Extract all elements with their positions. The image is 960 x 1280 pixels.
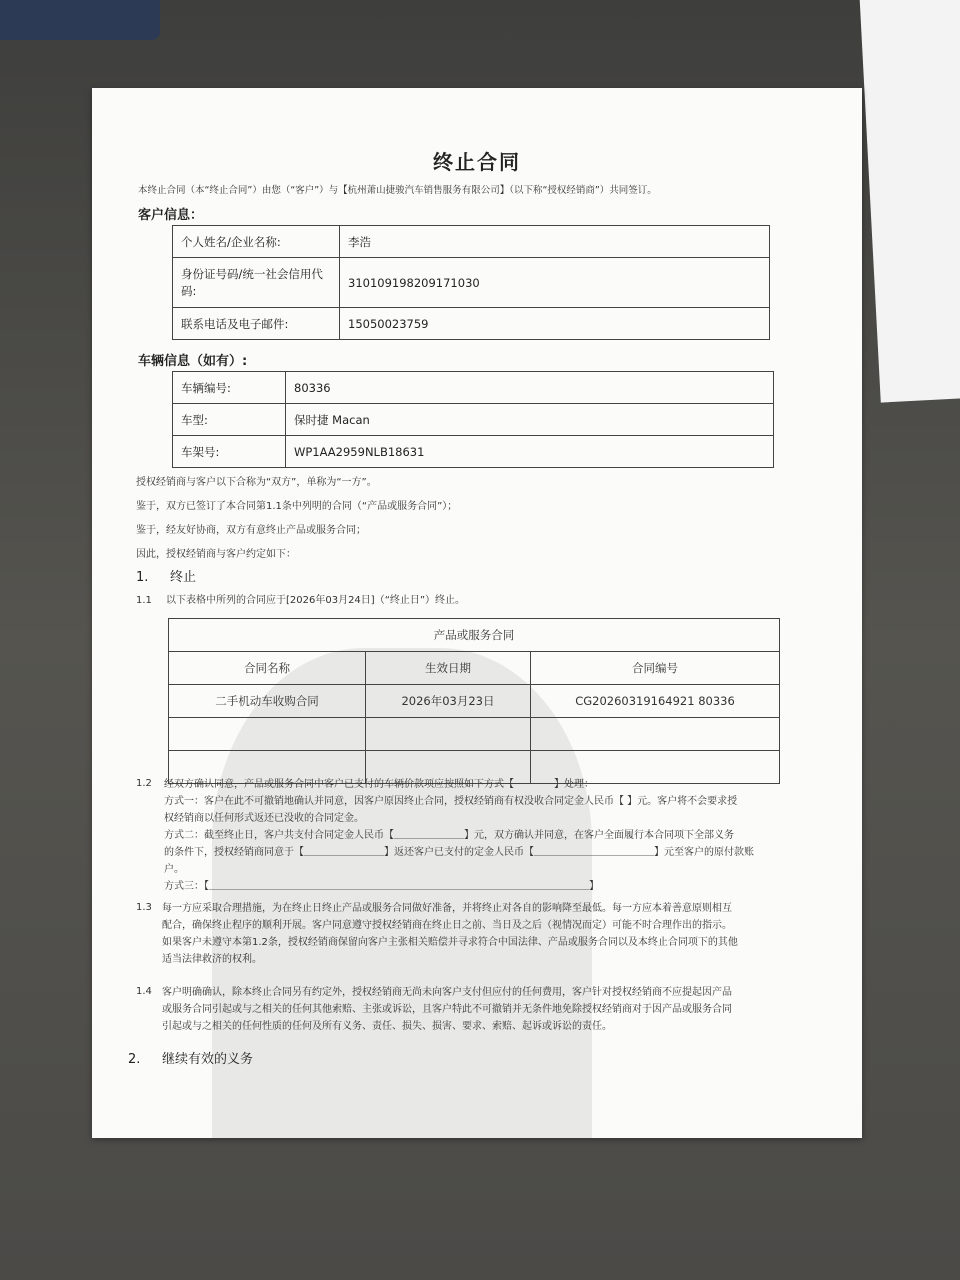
- clause-1-heading: [136, 566, 196, 585]
- table-row: [173, 436, 774, 468]
- clause-line: 引起或与之相关的任何性质的任何及所有义务、责任、损失、损害、要求、索赔、起诉或诉讼的责任。: [162, 1021, 612, 1032]
- contract-sheet: [92, 88, 862, 1138]
- column-header: 合同编号: [531, 652, 780, 685]
- clause-number: 1.: [136, 570, 149, 585]
- clause-line: 或服务合同引起或与之相关的任何其他索赔、主张或诉讼，且客户特此不可撤销并无条件地免除授权经销商对于因产品或服务合同: [162, 1004, 732, 1015]
- clause-line: 客户明确确认，除本终止合同另有约定外，授权经销商无尚未向客户支付但应付的任何费用，客户针对授权经销商不应提起因产品: [162, 987, 732, 998]
- customer-name-label: 个人姓名/企业名称:: [173, 226, 340, 258]
- document-title: 终止合同: [433, 150, 521, 174]
- vehicle-model-value: 保时捷 Macan: [286, 404, 774, 436]
- clause-line: 配合，确保终止程序的顺利开展。客户同意遵守授权经销商在终止日之前、当日及之后（视情况而定）可能不时合理作出的指示。: [162, 920, 732, 931]
- vehicle-number-label: 车辆编号:: [173, 372, 286, 404]
- clause-line: 如果客户未遵守本第1.2条，授权经销商保留向客户主张相关赔偿并寻求符合中国法律、产品或服务合同以及本终止合同项下的其他: [162, 937, 738, 948]
- customer-name-value: 李浩: [340, 226, 770, 258]
- table-row: [173, 258, 770, 308]
- table-row: [173, 404, 774, 436]
- clause-line: 适当法律救济的权利。: [162, 954, 262, 965]
- table-row: [173, 372, 774, 404]
- column-header: 合同名称: [169, 652, 366, 685]
- clause-number: 2.: [128, 1052, 141, 1067]
- vehicle-vin-value: WP1AA2959NLB18631: [286, 436, 774, 468]
- photo-shadow: [212, 648, 592, 1138]
- vehicle-vin-label: 车架号:: [173, 436, 286, 468]
- table-cell: CG20260319164921 80336: [531, 685, 780, 718]
- clause-title: 终止: [170, 570, 197, 585]
- clause-number: 1.4: [136, 986, 152, 997]
- customer-id-label: 身份证号码/统一社会信用代码:: [173, 258, 340, 308]
- recital-line: 鉴于，双方已签订了本合同第1.1条中列明的合同（“产品或服务合同”）；: [136, 501, 458, 512]
- clause-1-1: [136, 591, 465, 606]
- clause-line: 每一方应采取合理措施，为在终止日终止产品或服务合同做好准备，并将终止对各自的影响降至最低。每一方应本着善意原则相互: [162, 903, 732, 914]
- intro-text: 本终止合同（本“终止合同”）由您（“客户”）与【杭州萧山捷骏汽车销售服务有限公司】（以下称“授权经销商”）共同签订。: [138, 185, 657, 196]
- clause-line: 方式二：截至终止日，客户共支付合同定金人民币【＿＿＿＿＿＿＿】元，双方确认并同意，在客户全面履行本合同项下全部义务: [164, 830, 734, 841]
- clause-number: 1.3: [136, 902, 152, 913]
- vehicle-info-table: [172, 371, 774, 468]
- customer-info-table: [172, 225, 770, 340]
- recital-line: 因此，授权经销商与客户约定如下：: [136, 549, 296, 560]
- customer-info-heading: 客户信息：: [138, 208, 204, 223]
- clause-line: 方式三：【＿＿＿＿＿＿＿＿＿＿＿＿＿＿＿＿＿＿＿＿＿＿＿＿＿＿＿＿＿＿＿＿＿＿＿＿＿＿】: [164, 881, 599, 892]
- clause-number: 1.2: [136, 778, 152, 789]
- clause-line: 户。: [164, 864, 184, 875]
- table-row: [173, 226, 770, 258]
- vehicle-info-heading: 车辆信息（如有）:: [138, 354, 248, 369]
- clause-number: 1.1: [136, 595, 152, 606]
- desk-object: [0, 0, 160, 40]
- clause-line: 经双方确认同意，产品或服务合同中客户已支付的车辆价款项应按照如下方式【 】处理：: [164, 779, 594, 790]
- table-row: [169, 619, 780, 652]
- clause-text: 以下表格中所列的合同应于[2026年03月24日]（“终止日”）终止。: [166, 595, 466, 606]
- customer-id-value: 310109198209171030: [340, 258, 770, 308]
- table-cell: 二手机动车收购合同: [169, 685, 366, 718]
- clause-title: 继续有效的义务: [162, 1052, 254, 1067]
- table-caption: 产品或服务合同: [169, 619, 780, 652]
- recital-line: 鉴于，经友好协商，双方有意终止产品或服务合同；: [136, 525, 366, 536]
- vehicle-model-label: 车型:: [173, 404, 286, 436]
- clause-line: 权经销商以任何形式返还已没收的合同定金。: [164, 813, 364, 824]
- table-row: [173, 308, 770, 340]
- recital-line: 授权经销商与客户以下合称为“双方”，单称为“一方”。: [136, 477, 377, 488]
- clause-line: 的条件下，授权经销商同意于【＿＿＿＿＿＿＿＿】返还客户已支付的定金人民币【＿＿＿＿＿＿＿＿＿＿＿＿】元至客户的原付款账: [164, 847, 754, 858]
- column-header: 生效日期: [366, 652, 531, 685]
- table-cell: 2026年03月23日: [366, 685, 531, 718]
- customer-contact-label: 联系电话及电子邮件:: [173, 308, 340, 340]
- vehicle-number-value: 80336: [286, 372, 774, 404]
- clause-line: 方式一：客户在此不可撤销地确认并同意，因客户原因终止合同，授权经销商有权没收合同定金人民币【 】元。客户将不会要求授: [164, 796, 738, 807]
- customer-contact-value: 15050023759: [340, 308, 770, 340]
